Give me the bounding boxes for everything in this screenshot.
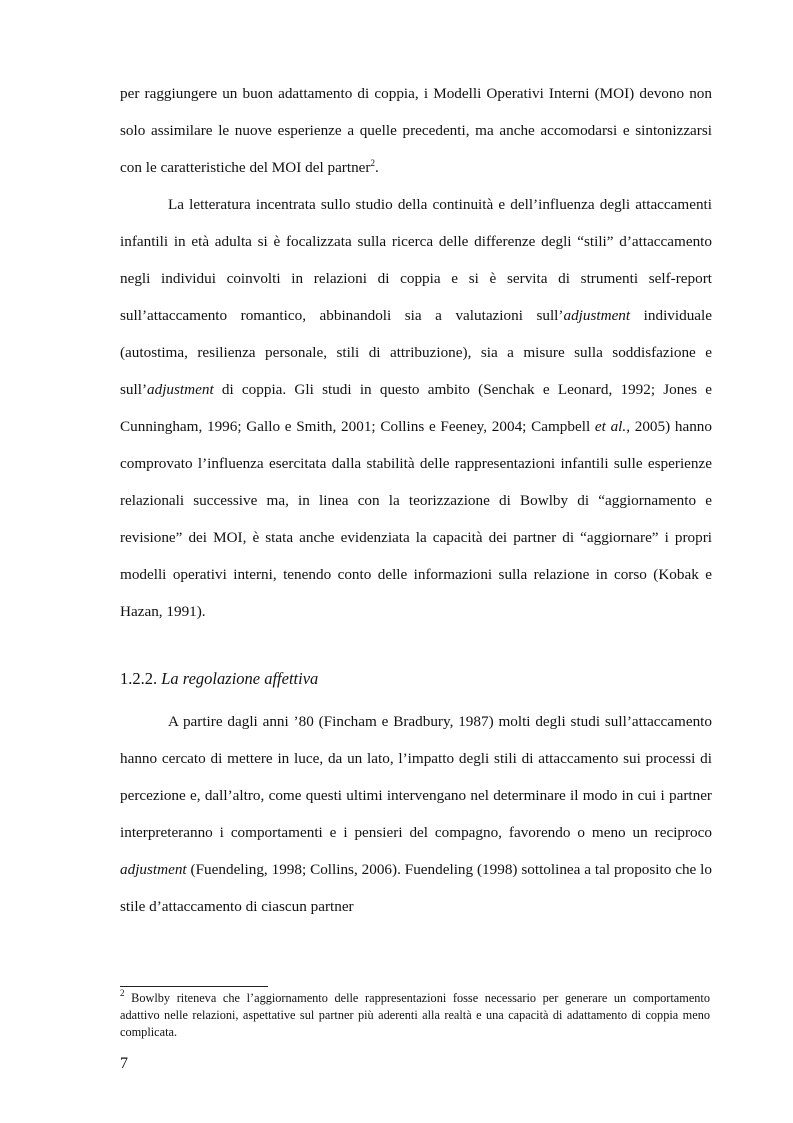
text-segment: . [374,159,379,176]
text-segment: di coppia. Gli studi in questo ambito (Senchak e Leonard, 1992; Jones e Cunningham, 1996; Gallo e Smith, 2001; Collins e Feeney, 2004; Campbell [120,381,712,435]
italic-text: adjustment [147,381,214,398]
footnote-marker: 2 [120,988,125,998]
italic-text: adjustment [563,307,631,324]
page-number: 7 [120,1055,128,1072]
paragraph-affective-regulation [120,703,712,925]
paragraph-literature [120,186,712,630]
section-heading [120,669,318,689]
footnote [120,990,710,1041]
text-segment: 2005) hanno comprovato l’influenza esercitata dalla stabilità delle rappresentazioni infantili sulle esperienze relazionali successive ma, in linea con la teorizzazione di Bowlby di “aggiornamento e revisione” dei MOI, è stata anche evidenziata la capacità dei partner di “aggiornare” i propri modelli operativi interni, tenendo conto delle informazioni sulla relazione in corso (Kobak e Hazan, 1991). [120,418,712,620]
footnote-divider [120,986,268,987]
section-title: La regolazione affettiva [161,669,319,688]
italic-text: adjustment [120,861,187,878]
italic-text: et al., [594,418,630,435]
paragraph-continuation [120,75,712,186]
footnote-text: Bowlby riteneva che l’aggiornamento delle rappresentazioni fosse necessario per generare un comportamento adattivo nelle relazioni, aspettative sul partner più aderenti alla realtà e una capacità di adattamento di coppia meno complicata. [120,991,710,1039]
text-segment: La letteratura incentrata sullo studio della continuità e dell’influenza degli attaccamenti infantili in età adulta si è focalizzata sulla ricerca delle differenze degli “stili” d’attaccamento negli individui coinvolti in relazioni di coppia e si è servita di strumenti self-report sull’attaccamento romantico, abbinandoli sia a valutazioni sull’ [120,196,712,324]
text-segment: (Fuendeling, 1998; Collins, 2006). Fuendeling (1998) sottolinea a tal proposito che lo stile d’attaccamento di ciascun partner [120,861,712,915]
footnote-reference: 2 [370,158,375,168]
text-segment: individuale (autostima, resilienza personale, stili di attribuzione), sia a misure sulla soddisfazione e sull’ [120,307,712,398]
text-segment: per raggiungere un buon adattamento di coppia, i Modelli Operativi Interni (MOI) devono non solo assimilare le nuove esperienze a quelle precedenti, ma anche accomodarsi e sintonizzarsi con le caratteristiche del MOI del partner [120,85,712,176]
section-number: 1.2.2. [120,669,158,688]
text-segment: A partire dagli anni ’80 (Fincham e Bradbury, 1987) molti degli studi sull’attaccamento hanno cercato di mettere in luce, da un lato, l’impatto degli stili di attaccamento sui processi di percezione e, dall’altro, come questi ultimi intervengano nel determinare il modo in cui i partner interpreteranno i comportamenti e i pensieri del compagno, favorendo o meno un reciproco [120,713,712,841]
